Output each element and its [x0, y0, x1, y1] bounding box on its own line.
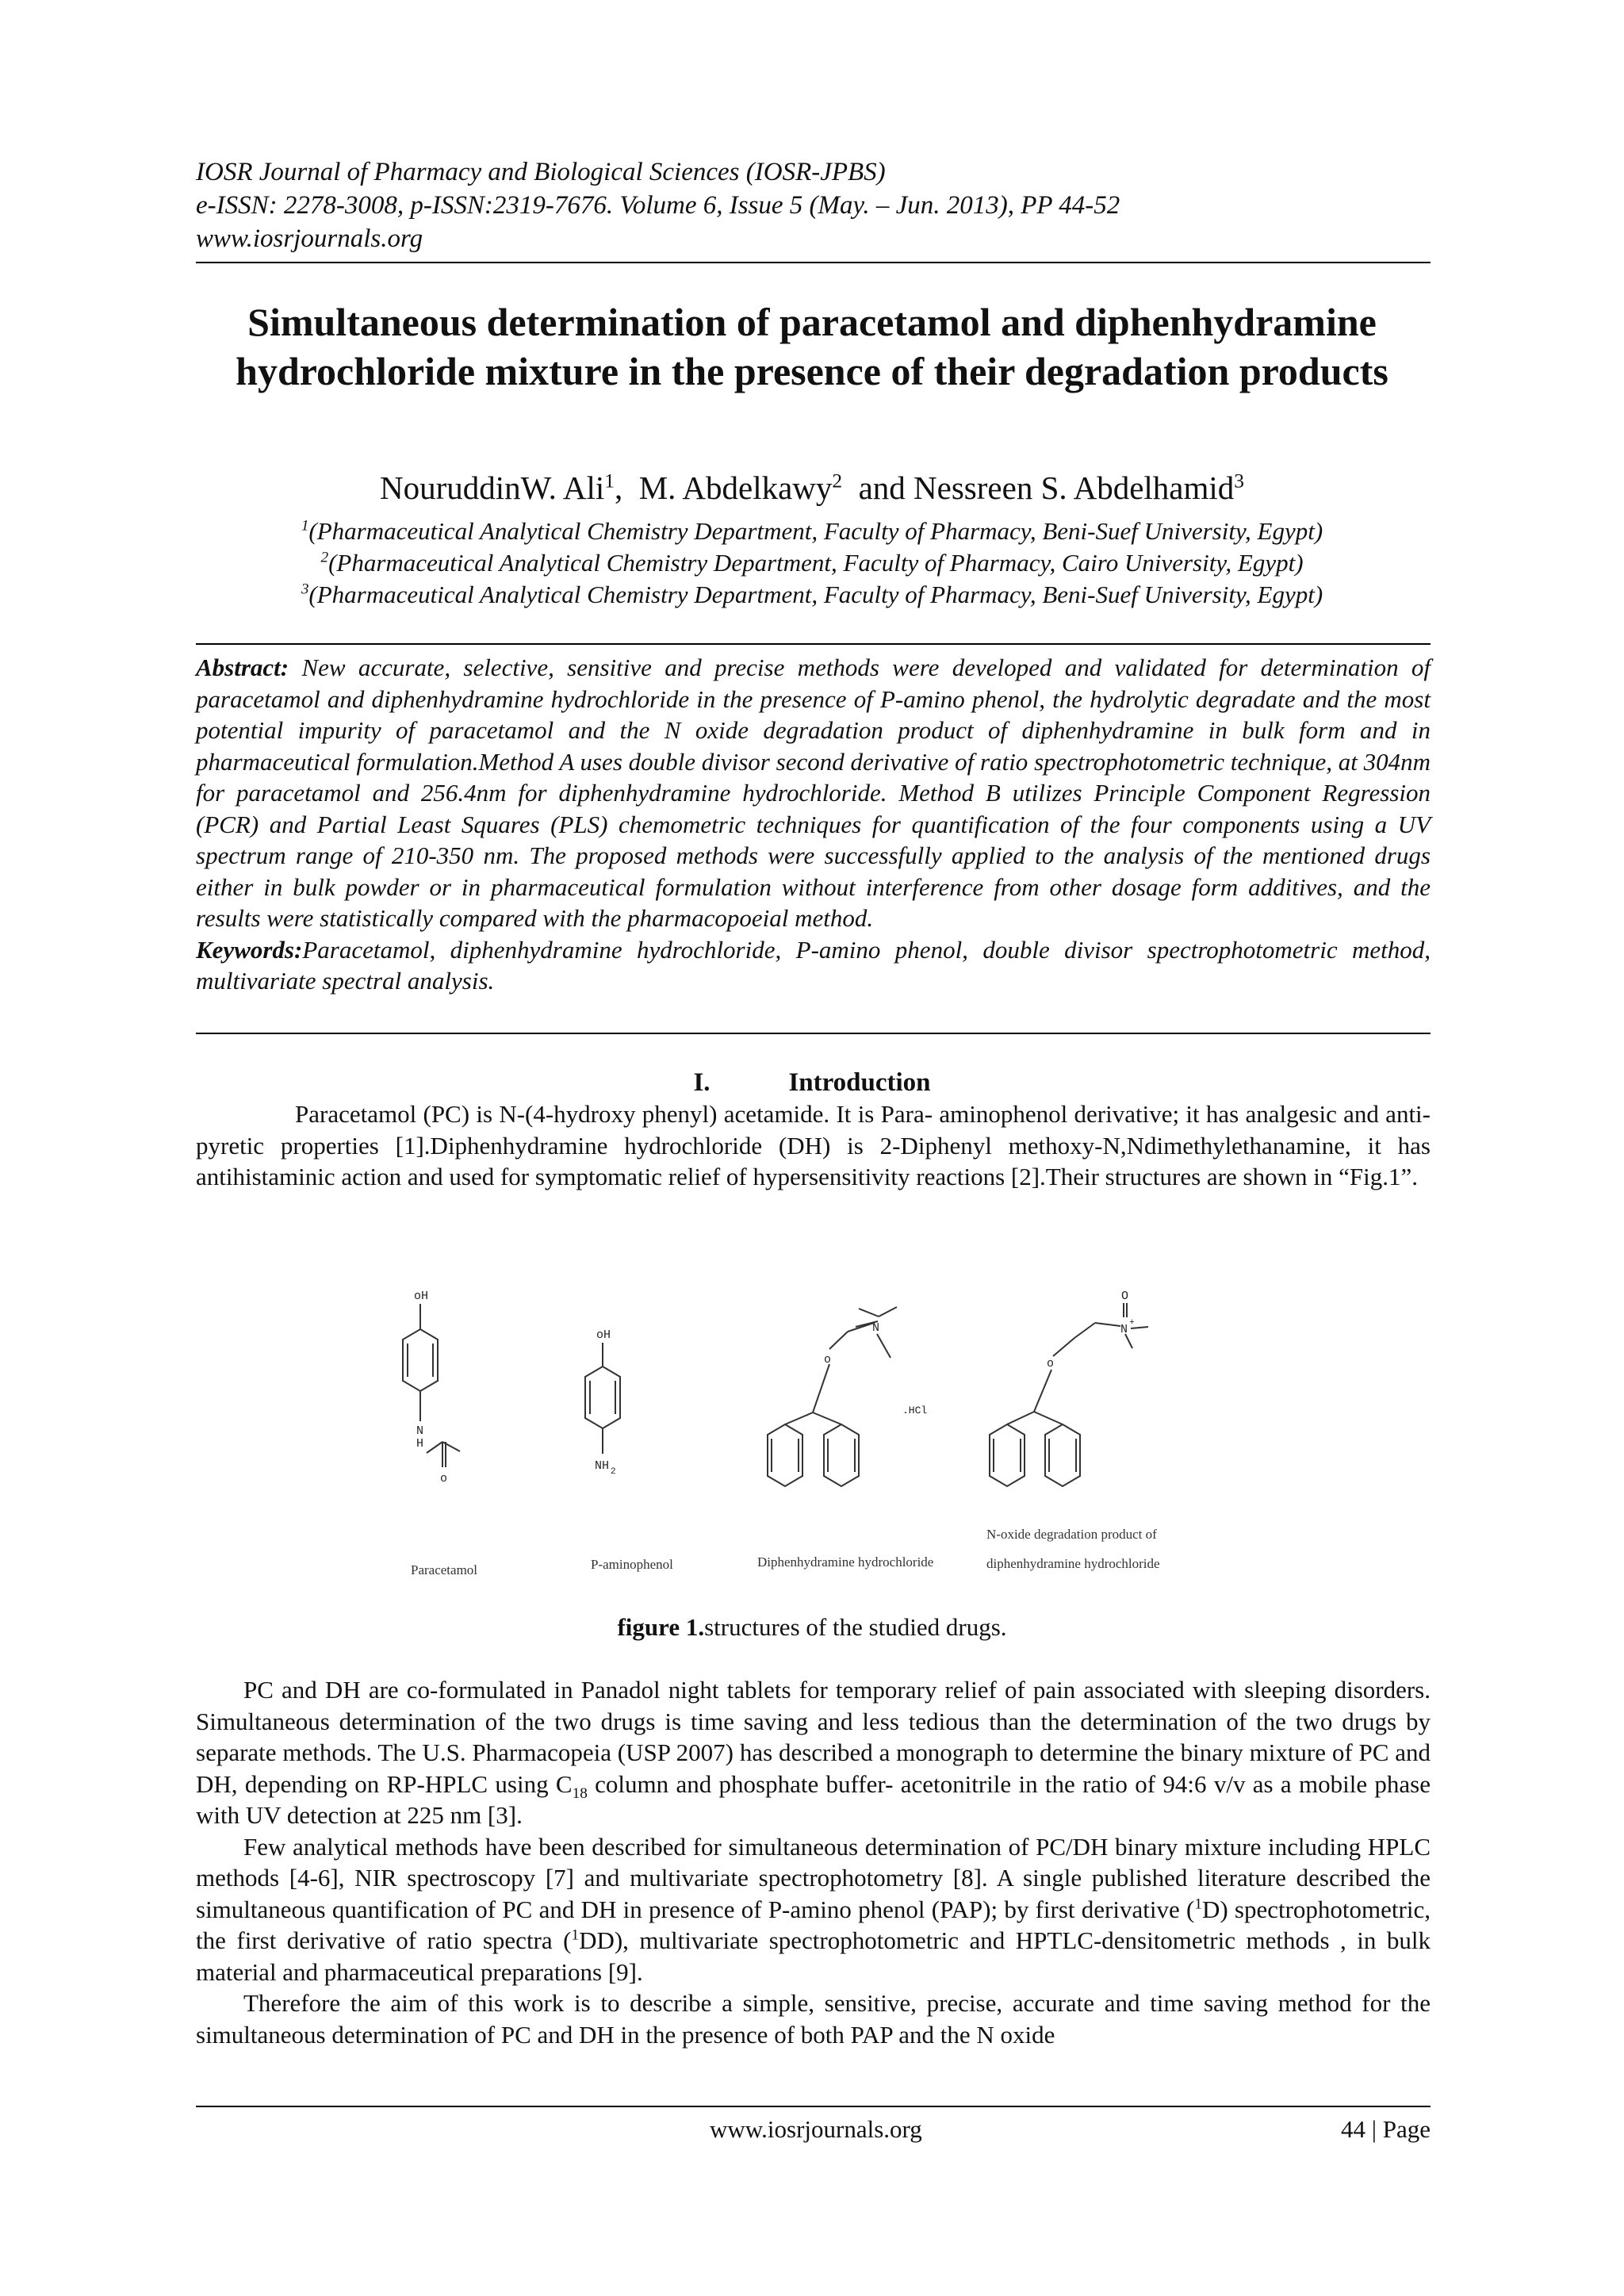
author-2: M. Abdelkawy	[638, 470, 833, 506]
affiliation-text: (Pharmaceutical Analytical Chemistry Department, Faculty of Pharmacy, Beni-Suef University, Egypt)	[308, 581, 1323, 608]
molecule-label: P-aminophenol	[591, 1557, 673, 1572]
atom-label-nh2-subscript: 2	[611, 1467, 616, 1477]
molecule-label: Paracetamol	[411, 1562, 478, 1577]
footer-url[interactable]: www.iosrjournals.org	[710, 2115, 922, 2143]
atom-label-o-upper: O	[1121, 1290, 1129, 1303]
intro-paragraph-1	[196, 1098, 1431, 1193]
atom-label-plus: +	[1129, 1318, 1135, 1328]
figure-caption	[159, 1612, 1465, 1643]
page-number: 44 | Page	[1341, 2115, 1431, 2143]
abstract-text: New accurate, selective, sensitive and precise methods were developed and validated for determination of paracetamol and diphenhydramine hydrochloride in the presence of P-amino phenol, the hydrolytic degradate and the most potential impurity of paracetamol and the N oxide degradation product of diphenhydramine in bulk form and in pharmaceutical formulation.Method A uses double divisor second derivative of ratio spectrophotometric technique, at 304nm for paracetamol and 256.4nm for diphenhydramine hydrochloride. Method B utilizes Principle Component Regression (PCR) and Partial Least Squares (PLS) chemometric techniques for quantification of the four components using a UV spectrum range of 210-350 nm. The proposed methods were successfully applied to the analysis of the mentioned drugs either in bulk powder or in pharmaceutical formulation without interference from other dosage form additives, and the results were statistically compared with the pharmacopoeial method.	[196, 654, 1431, 932]
paragraph-text: Few analytical methods have been described for simultaneous determination of PC/DH binary mixture including HPLC methods [4-6], NIR spectroscopy [7] and multivariate spectrophotometry [8]. A single published literature described the simultaneous quantification of PC and DH in presence of P-amino phenol (PAP); by first derivative (	[196, 1832, 1431, 1923]
journal-issn: e-ISSN: 2278-3008, p-ISSN:2319-7676. Volume 6, Issue 5 (May. – Jun. 2013), PP 44-52	[196, 191, 1120, 220]
keywords-label: Keywords:	[196, 935, 303, 964]
paragraph-text: D) spectrophotometric, the first derivative of ratio spectra (	[196, 1895, 1431, 1954]
figure-caption-label: figure 1.	[617, 1613, 705, 1641]
header-divider	[196, 262, 1431, 263]
footer-divider	[196, 2106, 1431, 2107]
affiliation-3	[159, 579, 1465, 611]
affiliation-list	[159, 516, 1465, 611]
journal-header	[196, 155, 1431, 255]
atom-label-oh: oH	[596, 1328, 611, 1342]
chemical-structures-figure	[381, 1285, 1237, 1578]
journal-website[interactable]: www.iosrjournals.org	[196, 224, 423, 253]
molecule-label: diphenhydramine hydrochloride	[986, 1556, 1160, 1571]
atom-label-n: N	[872, 1321, 880, 1335]
paragraph-3	[196, 1831, 1431, 1988]
paragraph-4: Therefore the aim of this work is to describe a simple, sensitive, precise, accurate and time saving method for the simultaneous determination of PC and DH in the presence of both PAP and the N oxide	[196, 1989, 1431, 2049]
author-2-affiliation-mark: 2	[832, 470, 843, 493]
superscript: 1	[571, 1926, 580, 1944]
author-1: NouruddinW. Ali	[380, 470, 605, 506]
paracetamol-structure	[403, 1304, 460, 1467]
paragraph-text: column and phosphate buffer- acetonitrile in the ratio of 94:6 v/v as a mobile phase with UV detection at 225 nm [3].	[196, 1769, 1431, 1829]
hcl-label: .HCl	[902, 1405, 928, 1416]
body-text	[196, 1674, 1431, 2050]
figure-caption-text: structures of the studied drugs.	[704, 1613, 1007, 1641]
keywords-paragraph	[196, 934, 1431, 997]
subscript: 18	[572, 1784, 588, 1802]
keywords-text: Paracetamol, diphenhydramine hydrochloride, P-amino phenol, double divisor spectrophotometric method, multivariate spectral analysis.	[196, 935, 1431, 995]
abstract-paragraph	[196, 652, 1431, 934]
paragraph-text: PC and DH are co-formulated in Panadol night tablets for temporary relief of pain associated with sleeping disorders. Simultaneous determination of the two drugs is time saving and less tedious than the determination of the two drugs by separate methods. The U.S. Pharmacopeia (USP 2007) has described a monograph to determine the binary mixture of PC and DH, depending on RP-HPLC using C	[196, 1676, 1431, 1798]
affiliation-text: (Pharmaceutical Analytical Chemistry Department, Faculty of Pharmacy, Beni-Suef University, Egypt)	[308, 517, 1323, 545]
atom-label-o: o	[1047, 1357, 1055, 1370]
atom-label-nh2: NH	[595, 1459, 610, 1473]
atom-label-oh: oH	[414, 1290, 429, 1303]
atom-label-o: o	[440, 1472, 448, 1485]
p-aminophenol-structure	[585, 1343, 620, 1454]
atom-label-o: o	[824, 1353, 832, 1366]
paragraph-text: DD), multivariate spectrophotometric and HPTLC-densitometric methods , in bulk material and pharmaceutical preparations [9].	[196, 1926, 1431, 1986]
affiliation-1	[159, 516, 1465, 547]
author-separator: and	[842, 470, 914, 506]
author-list	[159, 468, 1465, 508]
section-heading	[159, 1066, 1465, 1099]
author-3-affiliation-mark: 3	[1234, 470, 1244, 493]
affiliation-mark: 2	[320, 549, 329, 566]
paragraph-2	[196, 1674, 1431, 1831]
paper-title: Simultaneous determination of paracetamol and diphenhydramine hydrochloride mixture in the presence of their degradation products	[236, 300, 1388, 393]
section-title: Introduction	[788, 1068, 931, 1097]
superscript: 1	[1194, 1895, 1202, 1913]
atom-label-n: N	[416, 1424, 424, 1438]
affiliation-mark: 3	[301, 581, 309, 598]
atom-label-h: H	[416, 1437, 424, 1451]
paragraph-text: Paracetamol (PC) is N-(4-hydroxy phenyl) acetamide. It is Para- aminophenol derivative; it has analgesic and anti-pyretic properties [1].Diphenhydramine hydrochloride (DH) is 2-Diphenyl methoxy-N,Ndimethylethanamine, it has antihistaminic action and used for symptomatic relief of hypersensitivity reactions [2].Their structures are shown in “Fig.1”.	[196, 1100, 1431, 1190]
abstract-top-rule	[196, 643, 1431, 645]
abstract-label: Abstract:	[196, 654, 289, 681]
author-3: Nessreen S. Abdelhamid	[914, 470, 1235, 506]
section-number: I.	[693, 1068, 710, 1097]
abstract-bottom-rule	[196, 1033, 1431, 1034]
journal-name: IOSR Journal of Pharmacy and Biological Sciences (IOSR-JPBS)	[196, 158, 886, 186]
affiliation-text: (Pharmaceutical Analytical Chemistry Department, Faculty of Pharmacy, Cairo University, Egypt)	[328, 549, 1304, 577]
abstract-block	[196, 652, 1431, 997]
affiliation-2	[159, 547, 1465, 579]
author-separator: ,	[614, 470, 639, 506]
molecule-label: Diphenhydramine hydrochloride	[757, 1554, 934, 1570]
molecule-label: N-oxide degradation product of	[986, 1527, 1157, 1542]
affiliation-mark: 1	[301, 517, 309, 535]
author-1-affiliation-mark: 1	[604, 470, 615, 493]
atom-label-n: N	[1120, 1323, 1128, 1336]
